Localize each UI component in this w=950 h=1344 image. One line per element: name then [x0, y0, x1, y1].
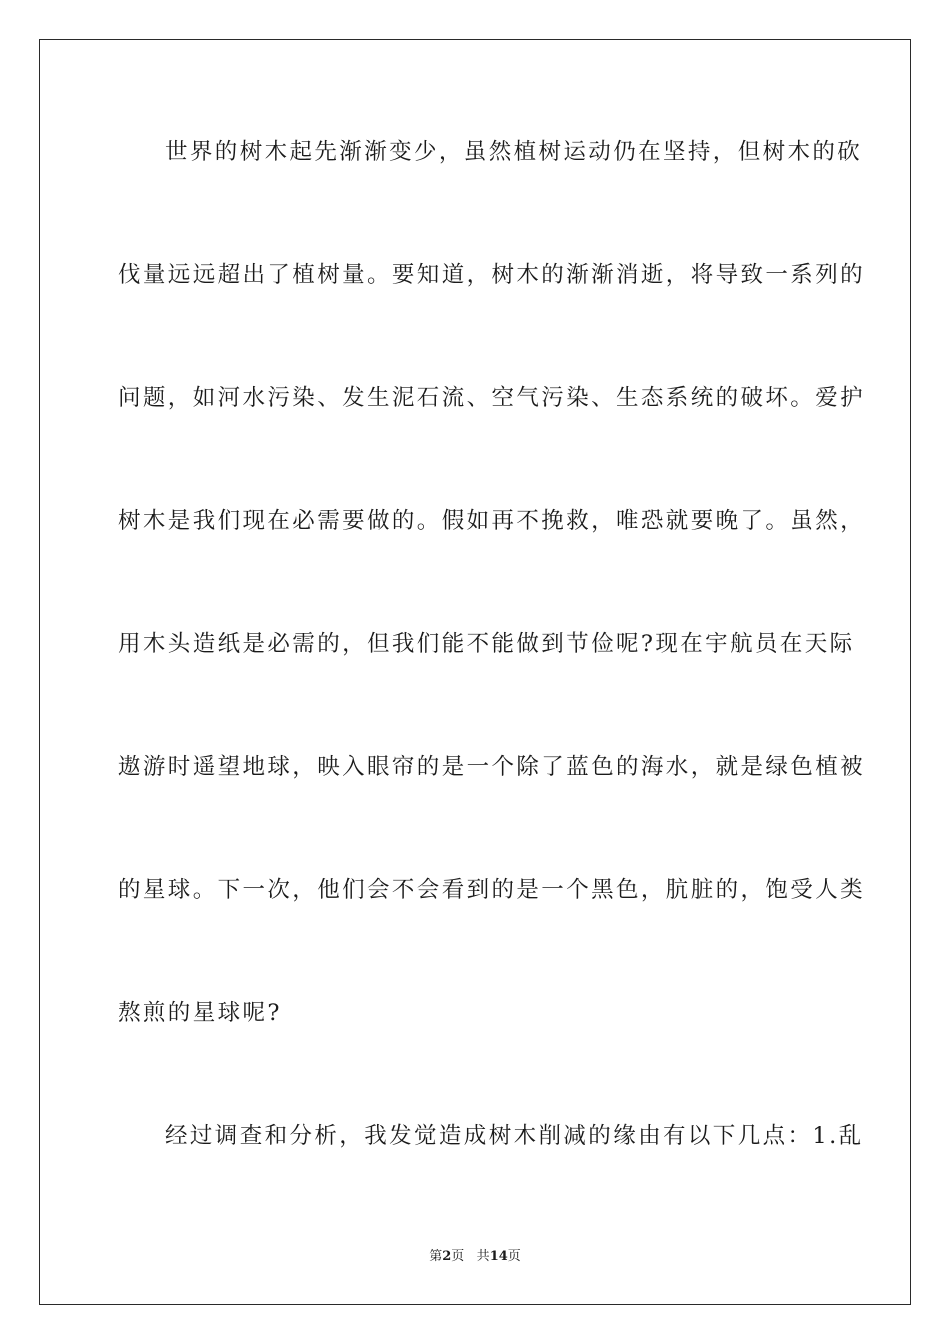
- total-pages: 14: [489, 1249, 508, 1264]
- page-suffix: 页: [451, 1249, 465, 1264]
- page-footer: [0, 1248, 950, 1266]
- text-line-1: 世界的树木起先渐渐变少，虽然植树运动仍在坚持，但树木的砍: [165, 139, 863, 165]
- text-line-6: 遨游时遥望地球，映入眼帘的是一个除了蓝色的海水，就是绿色植被: [118, 754, 866, 780]
- text-line-2: 伐量远远超出了植树量。要知道，树木的渐渐消逝，将导致一系列的: [118, 262, 866, 288]
- page-number: 2: [442, 1249, 452, 1264]
- text-line-9: 经过调查和分析，我发觉造成树木削减的缘由有以下几点：1.乱: [165, 1123, 864, 1149]
- page-border: [39, 39, 911, 1305]
- text-line-5: 用木头造纸是必需的，但我们能不能做到节俭呢?现在宇航员在天际: [118, 631, 855, 657]
- text-line-3: 问题，如河水污染、发生泥石流、空气污染、生态系统的破坏。爱护: [118, 385, 866, 411]
- total-suffix: 页: [507, 1249, 521, 1264]
- total-prefix: 共: [476, 1249, 490, 1264]
- text-line-7: 的星球。下一次，他们会不会看到的是一个黑色，肮脏的，饱受人类: [118, 877, 866, 903]
- page-prefix: 第: [429, 1249, 443, 1264]
- text-line-4: 树木是我们现在必需要做的。假如再不挽救，唯恐就要晚了。虽然，: [118, 508, 866, 534]
- text-line-8: 熬煎的星球呢?: [118, 1000, 282, 1026]
